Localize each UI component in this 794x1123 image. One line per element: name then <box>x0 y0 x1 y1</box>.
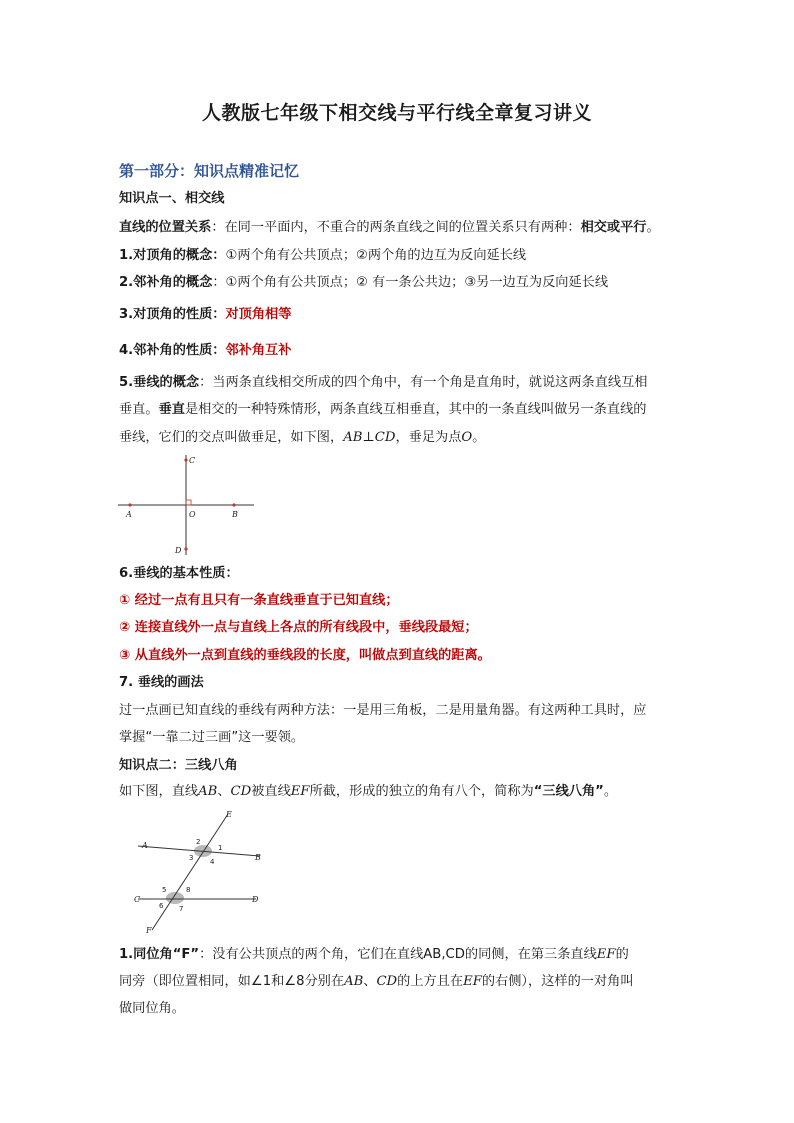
line-ef <box>152 814 228 930</box>
vertical-angle-property <box>119 306 291 324</box>
vertical-prop-label: 3.对顶角的性质： <box>119 307 226 322</box>
adjacent-concept-label: 2.邻补角的概念 <box>119 275 213 290</box>
perp-prop-2: ② 连接直线外一点与直线上各点的所有线段中，垂线段最短； <box>119 620 478 635</box>
angle-5: 5 <box>162 886 167 894</box>
corr-ef: EF <box>596 947 616 962</box>
point-d <box>184 547 187 550</box>
label-o: O <box>189 510 196 519</box>
part1-heading: 第一部分：知识点精准记忆 <box>119 162 300 180</box>
intro-b: 、 <box>217 784 231 799</box>
intro-ab: AB <box>198 784 218 799</box>
point-c <box>184 458 187 461</box>
position-label: 直线的位置关系 <box>119 220 212 235</box>
label-d: D <box>252 895 259 904</box>
adjacent-angle-concept <box>119 274 608 292</box>
perp-label: 5.垂线的概念 <box>119 375 200 390</box>
position-relation <box>119 219 660 237</box>
vertical-concept-text: ①两个角有公共顶点；②两个角的边互为反向延长线 <box>225 248 527 263</box>
label-f: F <box>146 926 152 935</box>
label-c: C <box>134 895 141 904</box>
angle-2: 2 <box>196 838 201 846</box>
label-a: A <box>142 841 148 850</box>
label-d: D <box>175 546 182 555</box>
intro-d: 所截，形成的独立的角有八个，简称为 <box>309 784 534 799</box>
vertical-concept-label: 1.对顶角的概念： <box>119 248 226 263</box>
label-a: A <box>126 510 132 519</box>
corresponding-line1 <box>119 946 629 964</box>
perpendicular-concept-line3 <box>119 429 485 447</box>
perp-prop-label: 6.垂线的基本性质： <box>119 566 239 581</box>
perpendicular-figure <box>116 452 256 560</box>
angle-7: 7 <box>179 905 184 913</box>
three-lines-figure <box>130 808 270 936</box>
position-tail: 相交或平行 <box>580 220 647 235</box>
angle-6: 6 <box>159 902 164 910</box>
perp-point-o: O <box>461 430 473 445</box>
corresponding-line2 <box>119 973 634 991</box>
draw-line2: 掌握“一靠二过三画”这一要领。 <box>119 730 305 745</box>
corr-line2-c: 的上方且在 <box>397 974 464 989</box>
corr-line2-b: 、 <box>363 974 377 989</box>
perp-line2-c: 是相交的一种特殊情形，两条直线互相垂直，其中的一条直线叫做另一条直线的 <box>184 402 647 417</box>
angle-3: 3 <box>189 854 194 862</box>
corr-line2-a: 同旁（即位置相同，如∠1和∠8分别在 <box>119 974 345 989</box>
perp-line1: ：当两条直线相交所成的四个角中，有一个角是直角时，就说这两条直线互相 <box>199 375 648 390</box>
label-b: B <box>232 510 238 519</box>
corr-line2-ab: AB <box>344 974 364 989</box>
corr-line1: ：没有公共顶点的两个角，它们在直线AB,CD的同侧，在第三条直线 <box>199 947 597 962</box>
angle-8: 8 <box>186 886 191 894</box>
corr-line1-end: 的 <box>615 947 629 962</box>
perp-line2-a: 垂直。 <box>119 402 159 417</box>
perp-line2-b: 垂直 <box>158 402 185 417</box>
position-text: ：在同一平面内，不重合的两条直线之间的位置关系只有两种： <box>211 220 581 235</box>
point-a <box>128 503 131 506</box>
draw-label: 7. 垂线的画法 <box>119 675 204 690</box>
intro-e: “三线八角” <box>533 784 604 799</box>
vertical-angle-concept <box>119 247 526 265</box>
adjacent-concept-text: ：①两个角有公共顶点；② 有一条公共边；③另一边互为反向延长线 <box>212 275 609 290</box>
page-title: 人教版七年级下相交线与平行线全章复习讲义 <box>201 102 592 124</box>
kp2-heading: 知识点二：三线八角 <box>119 758 238 773</box>
perp-line3-b: ，垂足为点 <box>395 430 462 445</box>
point-b <box>232 503 235 506</box>
label-b: B <box>255 853 261 862</box>
perp-line3-c: 。 <box>472 430 486 445</box>
draw-line1: 过一点画已知直线的垂线有两种方法：一是用三角板，二是用量角器。有这两种工具时，应 <box>119 703 647 718</box>
perp-line3-a: 垂线，它们的交点叫做垂足，如下图， <box>119 430 344 445</box>
kp1-heading: 知识点一、相交线 <box>119 191 225 206</box>
intro-f: 。 <box>603 784 618 799</box>
angle-4: 4 <box>210 858 215 866</box>
corr-line2-ef: EF <box>463 974 482 989</box>
perp-prop-3: ③ 从直线外一点到直线的垂线段的长度，叫做点到直线的距离。 <box>119 648 491 663</box>
corr-line2-d: 的右侧），这样的一对角叫 <box>481 974 634 989</box>
intro-c: 被直线 <box>251 784 291 799</box>
intro-ef: EF <box>290 784 310 799</box>
corresponding-line3: 做同位角。 <box>119 1001 185 1016</box>
adjacent-prop-label: 4.邻补角的性质： <box>119 343 226 358</box>
perpendicular-concept-line2 <box>119 401 647 419</box>
label-c: C <box>189 456 196 465</box>
angle-1: 1 <box>218 844 223 852</box>
corr-line2-cd: CD <box>376 974 398 989</box>
perp-math: AB⊥CD <box>343 430 396 445</box>
shade-lower <box>166 892 184 904</box>
vertical-prop-value: 对顶角相等 <box>225 307 292 322</box>
corr-label: 1.同位角“F” <box>119 947 200 962</box>
kp2-intro <box>119 783 617 801</box>
position-end: 。 <box>646 220 660 235</box>
label-e: E <box>226 810 232 819</box>
adjacent-angle-property <box>119 342 291 360</box>
intro-a: 如下图，直线 <box>119 784 199 799</box>
perp-prop-1: ① 经过一点有且只有一条直线垂直于已知直线； <box>119 593 399 608</box>
adjacent-prop-value: 邻补角互补 <box>225 343 292 358</box>
intro-cd: CD <box>230 784 252 799</box>
perpendicular-concept-line1 <box>119 374 648 392</box>
right-angle-mark <box>186 500 191 505</box>
